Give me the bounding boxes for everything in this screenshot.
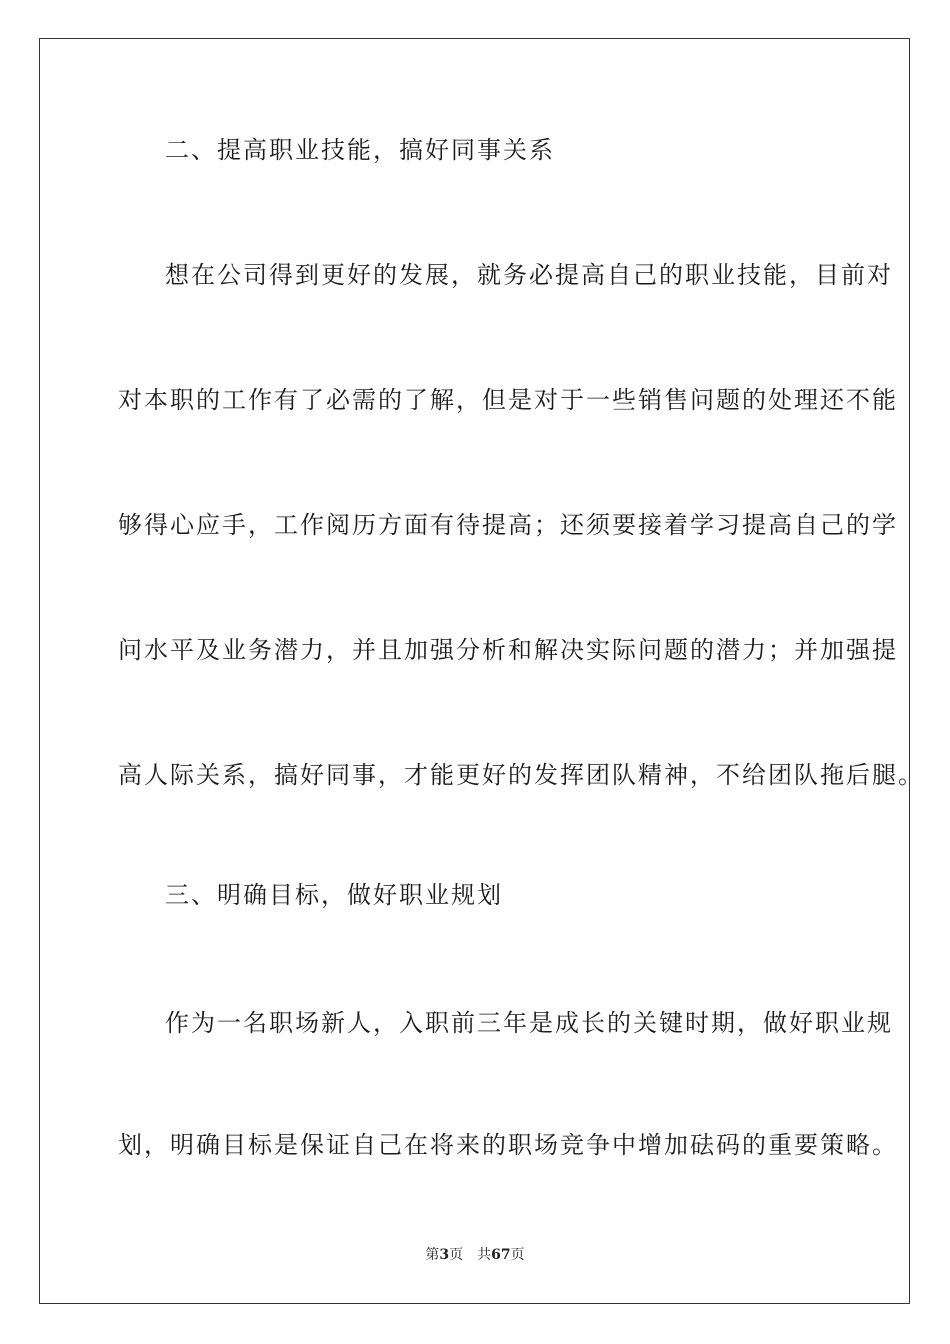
page-border bbox=[39, 38, 910, 1304]
paragraph-line: 作为一名职场新人，入职前三年是成长的关键时期，做好职业规 bbox=[165, 1009, 893, 1037]
total-pages: 67 bbox=[491, 1247, 511, 1263]
paragraph-line: 够得心应手，工作阅历方面有待提高；还须要接着学习提高自己的学 bbox=[118, 511, 898, 539]
section-heading-2: 二、提高职业技能，搞好同事关系 bbox=[165, 136, 555, 164]
paragraph-line: 高人际关系，搞好同事，才能更好的发挥团队精神，不给团队拖后腿。 bbox=[118, 761, 924, 789]
page-number: 3 bbox=[439, 1247, 450, 1263]
page-footer bbox=[0, 1246, 950, 1264]
paragraph-line: 想在公司得到更好的发展，就务必提高自己的职业技能，目前对 bbox=[165, 261, 893, 289]
paragraph-line: 对本职的工作有了必需的了解，但是对于一些销售问题的处理还不能 bbox=[118, 386, 898, 414]
page-prefix: 第 bbox=[425, 1247, 440, 1263]
paragraph-line: 划，明确目标是保证自己在将来的职场竞争中增加砝码的重要策略。 bbox=[118, 1131, 898, 1159]
total-prefix: 共 bbox=[477, 1247, 492, 1263]
page-suffix: 页 bbox=[449, 1247, 464, 1263]
paragraph-line: 问水平及业务潜力，并且加强分析和解决实际问题的潜力；并加强提 bbox=[118, 636, 898, 664]
total-suffix: 页 bbox=[510, 1247, 525, 1263]
section-heading-3: 三、明确目标，做好职业规划 bbox=[165, 881, 503, 909]
